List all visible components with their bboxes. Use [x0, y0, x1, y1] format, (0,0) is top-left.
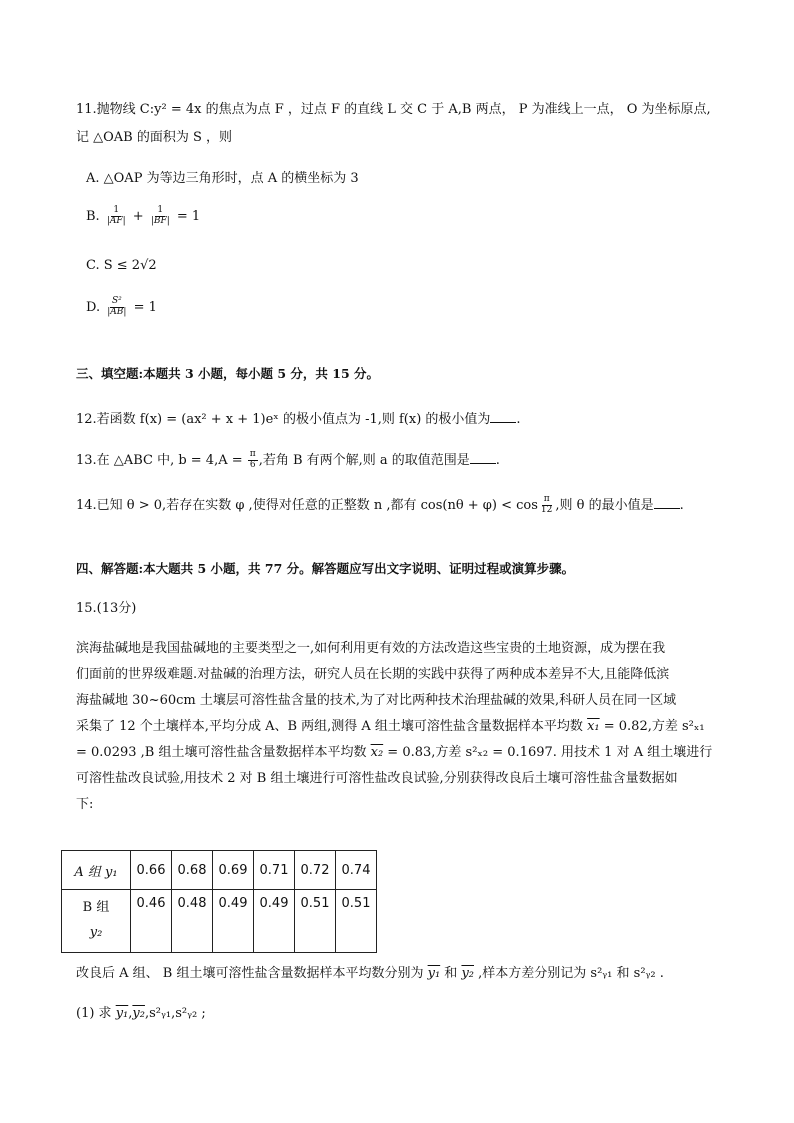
plus-sign: + [132, 208, 148, 224]
fraction-numerator: 1 [113, 205, 120, 215]
q15-text: = 0.82,方差 s²ₓ₁ [599, 719, 705, 734]
answer-blank [490, 410, 516, 423]
row-label-a: A 组 y₁ [62, 851, 131, 890]
q14-text-b: ,则 θ 的最小值是 [555, 497, 654, 513]
q11-option-b [86, 206, 200, 227]
table-cell: 0.69 [213, 851, 254, 890]
q11-option-d [86, 297, 157, 318]
mean-y2: y₂ [132, 1006, 145, 1021]
q15-text: 改良后 A 组、 B 组土壤可溶性盐含量数据样本平均数分别为 [76, 966, 428, 981]
q12: 12.若函数 f(x) = (ax² + x + 1)eˣ 的极小值点为 -1,则 f(x) 的极小值为 . [76, 412, 521, 427]
q15-paragraph-line: 可溶性盐改良试验,用技术 2 对 B 组土壤进行可溶性盐改良试验,分别获得改良后土壤可溶性盐含量数据如 [76, 771, 678, 786]
equation-rhs: = 1 [176, 208, 201, 224]
q15-subquestion-1 [76, 1006, 206, 1022]
q14-text-a: 14.已知 θ > 0,若存在实数 φ ,使得对任意的正整数 n ,都有 cos(nθ + φ) < cos [76, 497, 538, 513]
row-label-b [62, 890, 131, 953]
table-cell: 0.48 [172, 890, 213, 953]
fraction-numerator: π [249, 449, 256, 459]
answer-blank [654, 496, 680, 509]
fraction-numerator: S² [111, 296, 122, 306]
row-label-b-line1: B 组 [82, 900, 110, 915]
equation-rhs: = 1 [133, 299, 157, 315]
table-cell: 0.72 [295, 851, 336, 890]
q15-text: 和 [440, 966, 462, 981]
q13-text-b: ,若角 B 有两个解,则 a 的取值范围是 [258, 452, 470, 468]
section-3-heading: 三、填空题:本题共 3 小题，每小题 5 分，共 15 分。 [76, 366, 380, 381]
q15-text: = 0.0293 ,B 组土壤可溶性盐含量数据样本平均数 [76, 745, 371, 760]
soil-data-table [61, 850, 377, 953]
row-label-b-line2: y₂ [89, 925, 103, 940]
mean-y1: y₁ [115, 1006, 129, 1021]
table-cell: 0.51 [336, 890, 377, 953]
table-row [62, 851, 377, 890]
q15-text: (1) 求 [76, 1006, 116, 1021]
q13-text-a: 13.在 △ABC 中, b = 4,A = [76, 452, 247, 468]
q14: 14.已知 θ > 0,若存在实数 φ ,使得对任意的正整数 n ,都有 cos(nθ + φ) < cos $\frac{\pi}{12}$ ,则 θ 的最小值是 . [76, 494, 684, 515]
q11-option-c: C. S ≤ 2√2 [86, 258, 157, 273]
section-4-heading: 四、解答题:本大题共 5 小题，共 77 分。解答题应写出文字说明、证明过程或演算步骤。 [76, 561, 575, 576]
q15-paragraph-line: 们面前的世界级难题.对盐碱的治理方法，研究人员在长期的实践中获得了两种成本差异不大,且能降低滨 [76, 667, 670, 682]
comma: , [128, 1006, 133, 1021]
table-row [62, 890, 377, 953]
fraction [105, 297, 128, 318]
q15-paragraph-line: 海盐碱地 30~60cm 土壤层可溶性盐含量的技术,为了对比两种技术治理盐碱的效果,科研人员在同一区域 [76, 693, 677, 708]
fraction-denominator: |AB| [107, 306, 127, 317]
table-cell: 0.51 [295, 890, 336, 953]
q13: 13.在 △ABC 中, b = 4,A = $\frac{\pi}{6}$ ,若角 B 有两个解,则 a 的取值范围是 . [76, 449, 500, 470]
mean-y2: y₂ [461, 966, 474, 981]
fraction [539, 495, 554, 516]
q11-option-a: A. △OAP 为等边三角形时，点 A 的横坐标为 3 [86, 171, 359, 186]
fraction-denominator: |AF| [106, 215, 126, 226]
table-cell: 0.49 [213, 890, 254, 953]
q15-text: ,s²ᵧ₁,s²ᵧ₂ ; [144, 1006, 206, 1021]
q15-text: = 0.83,方差 s²ₓ₂ = 0.1697. 用技术 1 对 A 组土壤进行 [383, 745, 713, 760]
fraction [149, 206, 172, 227]
table-cell: 0.46 [131, 890, 172, 953]
q15-paragraph-line: 滨海盐碱地是我国盐碱地的主要类型之一,如何利用更有效的方法改造这些宝贵的土地资源，成为摆在我 [76, 641, 666, 656]
q11-stem-line2: 记 △OAB 的面积为 S ，则 [76, 130, 233, 145]
q12-text: 12.若函数 f(x) = (ax² + x + 1)eˣ 的极小值点为 -1,则 f(x) 的极小值为 [76, 412, 491, 427]
fraction [105, 206, 128, 227]
q15-text: ,样本方差分别记为 s²ᵧ₁ 和 s²ᵧ₂ . [474, 966, 664, 981]
q15-text: 采集了 12 个土壤样本,平均分成 A、B 两组,测得 A 组土壤可溶性盐含量数据样本平均数 [76, 719, 588, 734]
fraction-numerator: π [543, 494, 550, 504]
q15-paragraph-line [76, 719, 705, 735]
fraction-denominator: 12 [540, 504, 553, 515]
mean-x1: x₁ [587, 719, 600, 734]
fraction-denominator: 6 [249, 459, 256, 470]
table-cell: 0.49 [254, 890, 295, 953]
fraction-denominator: |BF| [150, 215, 170, 226]
table-cell: 0.71 [254, 851, 295, 890]
answer-blank [470, 451, 496, 464]
table-cell: 0.68 [172, 851, 213, 890]
table-cell: 0.66 [131, 851, 172, 890]
q15-paragraph-line [76, 745, 712, 761]
q15-label: 15.(13分) [76, 601, 137, 616]
mean-y1: y₁ [427, 966, 441, 981]
mean-x2: x₂ [370, 745, 384, 760]
table-cell: 0.74 [336, 851, 377, 890]
q11-stem-line1: 11.抛物线 C:y² = 4x 的焦点为点 F ，过点 F 的直线 L 交 C 于 A,B 两点， P 为准线上一点， O 为坐标原点, [76, 102, 711, 117]
fraction-numerator: 1 [157, 205, 164, 215]
q15-paragraph-line: 下: [76, 797, 94, 812]
q15-after-table [76, 966, 664, 982]
option-d-prefix: D. [86, 299, 101, 315]
fraction [248, 450, 258, 471]
option-b-prefix: B. [86, 208, 100, 224]
